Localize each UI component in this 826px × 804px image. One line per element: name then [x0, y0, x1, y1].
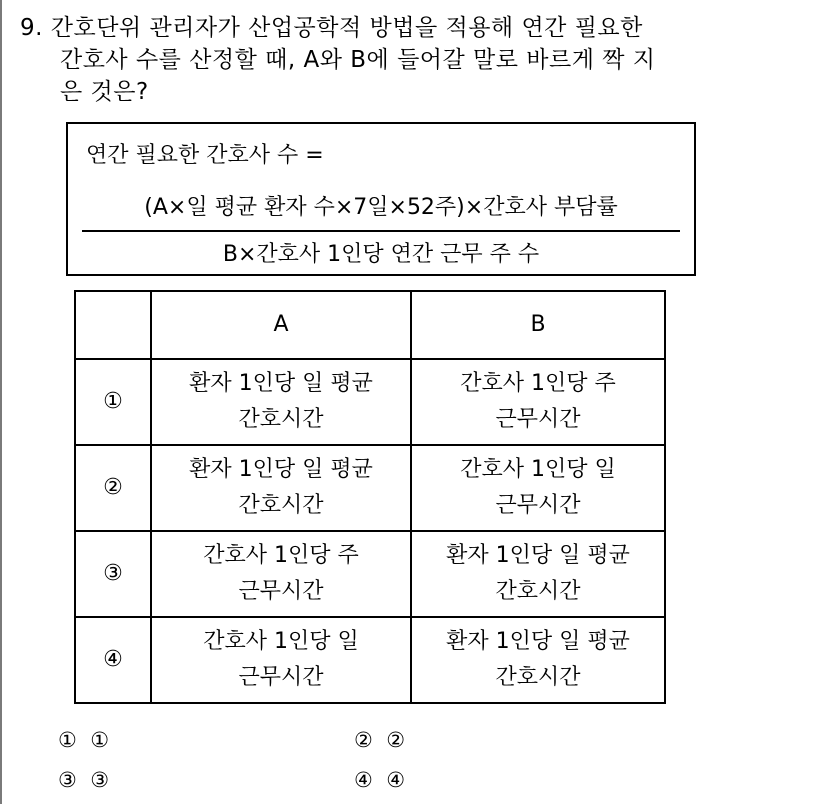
cell-a [151, 617, 411, 703]
cell-a-line-2: 근무시간 [238, 665, 324, 690]
table-header-b: B [411, 291, 665, 359]
cell-b-line-1: 간호사 1인당 주 [460, 371, 616, 396]
cell-a [151, 359, 411, 445]
table-row [75, 617, 665, 703]
answer-text: ② [386, 728, 406, 752]
page-left-border [0, 0, 2, 804]
answer-text: ① [90, 728, 110, 752]
table-row [75, 445, 665, 531]
answer-option-1[interactable] [58, 728, 109, 752]
question-line-3: 은 것은? [60, 79, 149, 105]
row-number: ① [75, 359, 151, 445]
formula-label: 연간 필요한 간호사 수 = [86, 143, 324, 168]
answer-marker: ③ [58, 768, 77, 792]
answer-marker: ② [354, 728, 373, 752]
cell-a-line-2: 간호시간 [238, 493, 324, 518]
answer-option-3[interactable] [58, 768, 109, 792]
fraction-line [82, 230, 680, 232]
answer-option-4[interactable] [354, 768, 405, 792]
table-header-empty [75, 291, 151, 359]
table-header-a: A [151, 291, 411, 359]
answer-marker: ① [58, 728, 77, 752]
cell-a [151, 445, 411, 531]
cell-a-line-2: 근무시간 [238, 579, 324, 604]
cell-a-line-1: 간호사 1인당 일 [203, 629, 359, 654]
row-number: ② [75, 445, 151, 531]
formula-box [66, 122, 696, 276]
cell-a [151, 531, 411, 617]
cell-b-line-1: 환자 1인당 일 평균 [446, 629, 630, 654]
cell-b-line-2: 근무시간 [495, 407, 581, 432]
answer-marker: ④ [354, 768, 373, 792]
cell-b-line-2: 근무시간 [495, 493, 581, 518]
answer-text: ③ [90, 768, 110, 792]
cell-b-line-2: 간호시간 [495, 579, 581, 604]
cell-a-line-1: 간호사 1인당 주 [203, 543, 359, 568]
choices-table [74, 290, 666, 704]
table-row [75, 359, 665, 445]
question-stem [20, 12, 656, 108]
row-number: ③ [75, 531, 151, 617]
cell-a-line-1: 환자 1인당 일 평균 [189, 457, 373, 482]
cell-b-line-2: 간호시간 [495, 665, 581, 690]
cell-b [411, 531, 665, 617]
table-header-row [75, 291, 665, 359]
formula-numerator: (A×일 평균 환자 수×7일×52주)×간호사 부담률 [144, 195, 618, 220]
cell-b-line-1: 환자 1인당 일 평균 [446, 543, 630, 568]
cell-a-line-2: 간호시간 [238, 407, 324, 432]
cell-b [411, 445, 665, 531]
cell-a-line-1: 환자 1인당 일 평균 [189, 371, 373, 396]
cell-b [411, 617, 665, 703]
table-row [75, 531, 665, 617]
answer-option-2[interactable] [354, 728, 405, 752]
answer-text: ④ [386, 768, 406, 792]
row-number: ④ [75, 617, 151, 703]
question-line-2: 간호사 수를 산정할 때, A와 B에 들어갈 말로 바르게 짝 지 [60, 47, 656, 73]
cell-b-line-1: 간호사 1인당 일 [460, 457, 616, 482]
question-line-1: 9. 간호단위 관리자가 산업공학적 방법을 적용해 연간 필요한 [20, 15, 643, 41]
formula-denominator: B×간호사 1인당 연간 근무 주 수 [222, 242, 540, 267]
cell-b [411, 359, 665, 445]
